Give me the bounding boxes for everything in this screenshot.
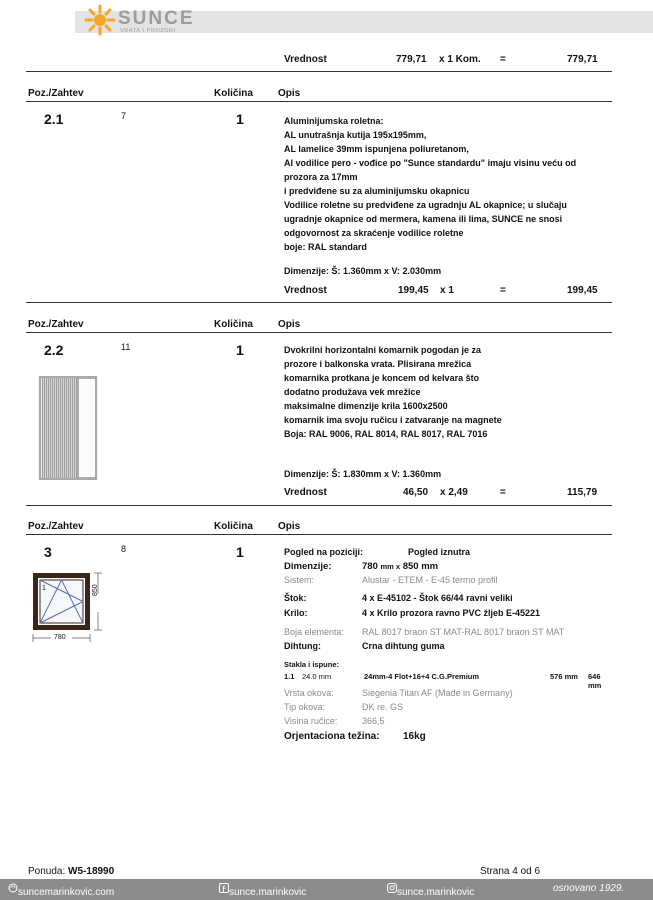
item2-description [284,343,502,441]
stok-value: 4 x E-45102 - Štok 66/44 ravni veliki [362,593,513,603]
item3-position: 3 [44,544,52,560]
item2-total: 115,79 [567,487,598,498]
description-line: odgovornost za skraćenje vodilice roletne [284,228,464,238]
description-line: AL lamelice 39mm ispunjena poliuretanom, [284,144,469,154]
item3-quantity: 1 [236,544,244,560]
instagram-text: sunce.marinkovic [397,887,475,898]
divider [26,505,612,506]
item1-request: 7 [121,111,127,121]
brand-name: SUNCE [118,8,195,29]
instagram-link[interactable] [387,883,475,898]
height-dimension-label: 850 [92,584,99,596]
item1-quantity: 1 [236,111,244,127]
dihtung-label: Dihtung: [284,641,321,651]
dim-width: 780 [362,561,378,572]
col-header-kolicina: Količina [214,88,253,99]
dim-height: 850 [402,561,419,572]
item1-multiplier: x 1 [440,285,454,296]
footer-bar [0,879,653,900]
item2-price: 46,50 [403,487,429,498]
vrsta-okova-value: Siegenia Titan AF (Made in Germany) [362,688,513,698]
top-value-eq: = [500,54,506,65]
founded-text: osnovano 1929. [553,883,625,894]
item2-eq: = [500,487,506,498]
dim-unit-1: mm x [380,562,401,571]
tip-okova-value: DK re. GS [362,702,404,712]
view-value: Pogled iznutra [408,547,471,557]
dimensions-value [362,561,438,572]
stok-label: Štok: [284,593,307,603]
top-value-price: 779,71 [396,54,427,65]
description-line: AL unutrašnja kutija 195x195mm, [284,130,427,140]
offer-label: Ponuda: [28,866,66,877]
col-header-poz: Poz./Zahtev [28,521,84,532]
stakla-type: 24mm-4 Flot+16+4 C.G.Premium [364,672,480,681]
col-header-poz: Poz./Zahtev [28,319,84,330]
sistem-label: Sistem: [284,575,315,585]
tezina-value: 16kg [403,731,426,742]
boja-value: RAL 8017 braon ST MAT-RAL 8017 braon ST MAT [362,627,565,637]
description-line: Al vodilice pero - vođice po "Sunce standardu" imaju visinu veću od [284,158,577,168]
stakla-label: Stakla i ispune: [284,660,340,669]
description-line: Aluminijumska roletna: [284,116,384,126]
description-line: Boja: RAL 9006, RAL 8014, RAL 8017, RAL 7016 [284,429,488,439]
divider [26,534,612,535]
boja-label: Boja elementa: [284,627,345,637]
description-line: Dvokrilni horizontalni komarnik pogodan je za [284,345,482,355]
top-value-qty: x 1 Kom. [439,54,481,65]
item2-request: 11 [121,342,131,352]
tip-okova-label: Tip okova: [284,702,326,712]
stakla-thickness: 24.0 mm [302,672,332,681]
description-line: maksimalne dimenzije krila 1600x2500 [284,401,448,411]
tezina-label: Orjentaciona težina: [284,731,380,742]
item3-request: 8 [121,544,127,554]
divider [26,332,612,333]
top-value-total: 779,71 [567,54,598,65]
top-value-label: Vrednost [284,54,327,65]
sash-number-label: 1 [42,585,46,592]
divider [26,302,612,303]
item1-total: 199,45 [567,285,598,296]
description-line: prozore i balkonska vrata. Plisirana mrežica [284,359,472,369]
window-drawing-image [28,570,108,648]
item1-price: 199,45 [398,285,429,296]
col-header-opis: Opis [278,319,301,330]
page-number: Strana 4 od 6 [480,866,541,877]
stakla-width: 576 mm [550,672,578,681]
col-header-opis: Opis [278,521,301,532]
item2-value-label: Vrednost [284,487,327,498]
facebook-link[interactable] [219,883,307,898]
offer-number [28,866,114,877]
item2-quantity: 1 [236,342,244,358]
col-header-kolicina: Količina [214,521,253,532]
website-text: suncemarinkovic.com [18,887,115,898]
krilo-value: 4 x Krilo prozora ravno PVC žljeb E-45221 [362,608,541,618]
visina-rucice-value: 366,5 [362,716,385,726]
col-header-kolicina: Količina [214,319,253,330]
mosquito-net-image [38,376,98,480]
divider [26,101,612,102]
dimensions-label: Dimenzije: [284,561,332,572]
brand-tagline: VRATA I PROZORI [120,28,176,34]
col-header-opis: Opis [278,88,301,99]
page-header [0,0,653,40]
description-line: dodatno produžava vek mrežice [284,387,421,397]
description-line: i predviđene su za aluminijumsku okapnicu [284,186,470,196]
description-line: Vodilice roletne su predviđene za ugradnju AL okapnice; u slučaju [284,200,567,210]
description-line: prozora za 17mm [284,172,358,182]
dihtung-value: Crna dihtung guma [362,641,445,651]
description-line: komarnika protkana je koncem od kelvara što [284,373,480,383]
sistem-value: Alustar - ETEM - E-45 termo profil [362,575,498,585]
item1-position: 2.1 [44,111,64,127]
website-link[interactable] [8,883,115,898]
item1-value-label: Vrednost [284,285,327,296]
width-dimension-label: 780 [54,634,66,641]
description-line: boje: RAL standard [284,242,367,252]
stakla-height: 646 mm [588,672,602,690]
vrsta-okova-label: Vrsta okova: [284,688,334,698]
item1-dimensions: Dimenzije: Š: 1.360mm x V: 2.030mm [284,266,442,276]
facebook-icon [219,883,229,893]
item2-multiplier: x 2,49 [440,487,468,498]
item1-description [284,114,576,254]
offer-value: W5-18990 [68,866,115,877]
view-label: Pogled na poziciji: [284,547,364,557]
divider [26,71,612,72]
item2-dimensions: Dimenzije: Š: 1.830mm x V: 1.360mm [284,469,442,479]
instagram-icon [387,883,397,893]
item1-eq: = [500,285,506,296]
krilo-label: Krilo: [284,608,308,618]
description-line: ugradnje okapnice od mermera, kamena ili lima, SUNCE ne snosi [284,214,563,224]
col-header-poz: Poz./Zahtev [28,88,84,99]
item2-position: 2.2 [44,342,64,358]
dim-unit-2: mm [421,561,439,572]
globe-icon [8,883,18,893]
description-line: komarnik ima svoju ručicu i zatvaranje na magnete [284,415,502,425]
stakla-id: 1.1 [284,672,295,681]
facebook-text: sunce.marinkovic [229,887,307,898]
visina-rucice-label: Visina ručice: [284,716,338,726]
sun-logo-icon [84,4,116,36]
